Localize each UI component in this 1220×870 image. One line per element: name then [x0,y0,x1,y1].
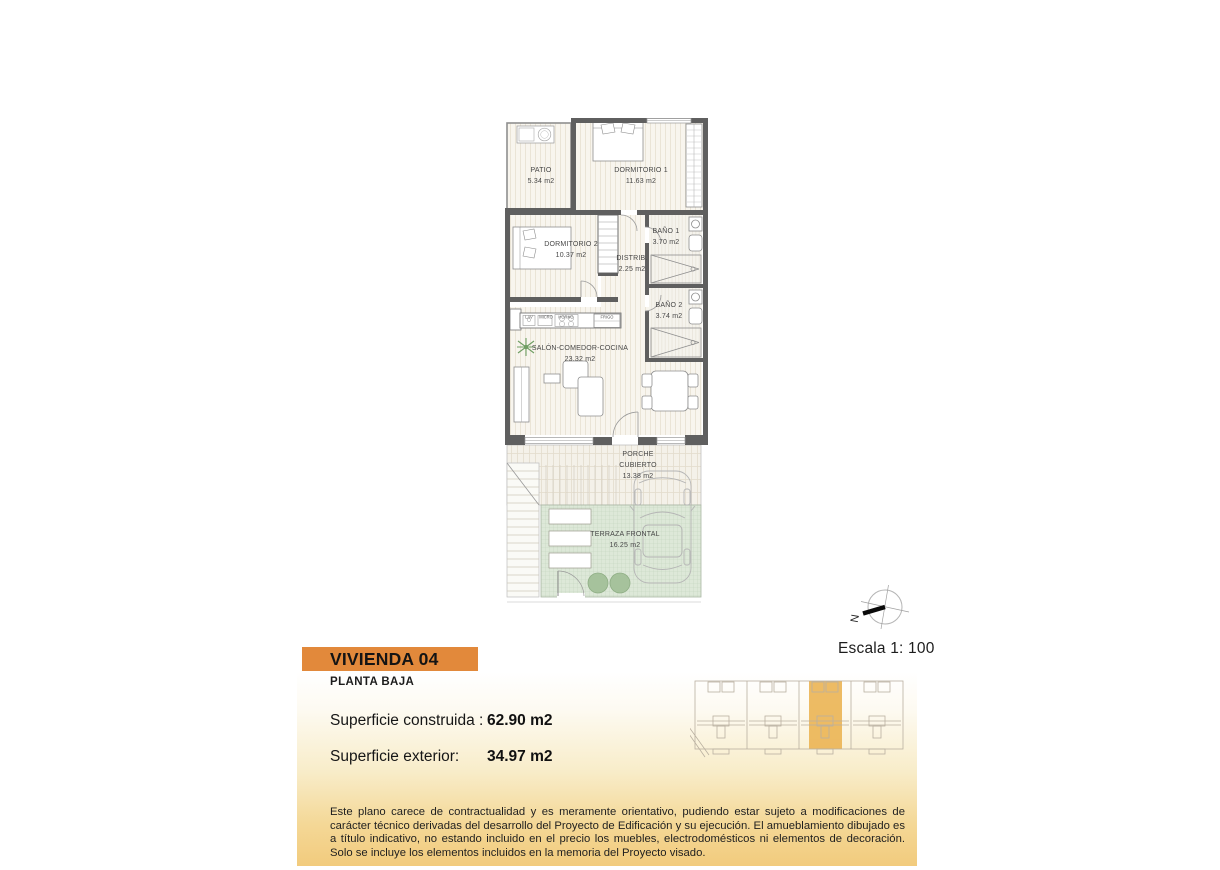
room-label-dormitorio-2 [544,239,598,261]
room-name: PORCHE CUBIERTO [619,451,657,469]
chair [688,396,698,409]
sofa [578,377,603,416]
gate-opening [557,593,585,599]
room-name: BAÑO 1 [652,228,680,235]
chair [642,396,652,409]
compass [848,578,918,636]
room-label-terraza [590,529,659,551]
site-plan-thumbnail [690,672,908,766]
room-area: 5.34 m2 [527,178,555,185]
exterior-areas [507,445,701,602]
room-area: 11.63 m2 [625,178,657,185]
kitchen-label-lav: LAV [525,316,533,321]
field-label: Superficie exterior: [330,748,460,765]
room-label-bano-1 [653,226,680,248]
chair [642,374,652,387]
bush [610,573,630,593]
floorplan [505,115,711,612]
bed [593,121,643,161]
room-name: DISTRIB. [616,255,648,262]
room-label-porche [609,449,667,482]
site-plan-drawing [690,672,908,766]
dining-table [651,371,688,411]
room-label-patio [528,165,555,187]
room-label-bano-2 [656,300,683,322]
toilet [689,308,702,324]
room-name: PATIO [530,167,552,174]
sink [689,290,702,304]
room-name: DORMITORIO 1 [614,167,668,174]
toilet [689,235,702,251]
chair [688,374,698,387]
planter [549,553,591,568]
field-value: 34.97 m2 [487,748,553,765]
room-label-salon [532,343,628,365]
planter [549,531,591,546]
room-label-distribuidor [616,253,647,275]
room-area: 23.32 m2 [564,356,596,363]
room-label-dormitorio-1 [614,165,668,187]
room-area: 2.25 m2 [618,266,646,273]
kitchen-counter [510,309,521,330]
field-value: 62.90 m2 [487,712,553,729]
room-area: 3.70 m2 [652,239,680,246]
room-area: 10.37 m2 [555,252,587,259]
room-area: 13.38 m2 [622,473,654,480]
bush [588,573,608,593]
room-name: TERRAZA FRONTAL [590,531,660,538]
north-letter: N [848,613,862,624]
closet [598,215,618,273]
highlighted-unit [809,681,842,749]
floor-subtitle: PLANTA BAJA [330,676,415,688]
sink [689,217,702,231]
room-area: 3.74 m2 [655,313,683,320]
planter [549,509,591,524]
kitchen-label-horno: HORNO [558,316,574,321]
field-label: Superficie construida : [330,712,484,729]
unit-title-banner: VIVIENDA 04 [302,647,478,671]
room-name: SALÓN-COMEDOR-COCINA [531,345,629,352]
room-name: BAÑO 2 [655,302,683,309]
scale-label: Escala 1: 100 [838,640,935,657]
coffee-table [544,374,560,383]
kitchen-label-micro: MICRO [539,316,553,321]
kitchen-label-frigo: FRIGO [600,316,614,321]
room-area: 16.25 m2 [609,542,641,549]
disclaimer-text: Este plano carece de contractualidad y es meramente orientativo, pudiendo estar sujeto a modificaciones de carácter técnico derivadas del desarrollo del Proyecto de Edificación y su ejecución. El amueblamiento dibujado es a título indicativo, no estando incluido en el precio los muebles, electrodomésticos ni elementos de decoración. Solo se incluye los elementos incluidos en la memoria del Proyecto visado. [330,806,905,859]
room-name: DORMITORIO 2 [544,241,598,248]
